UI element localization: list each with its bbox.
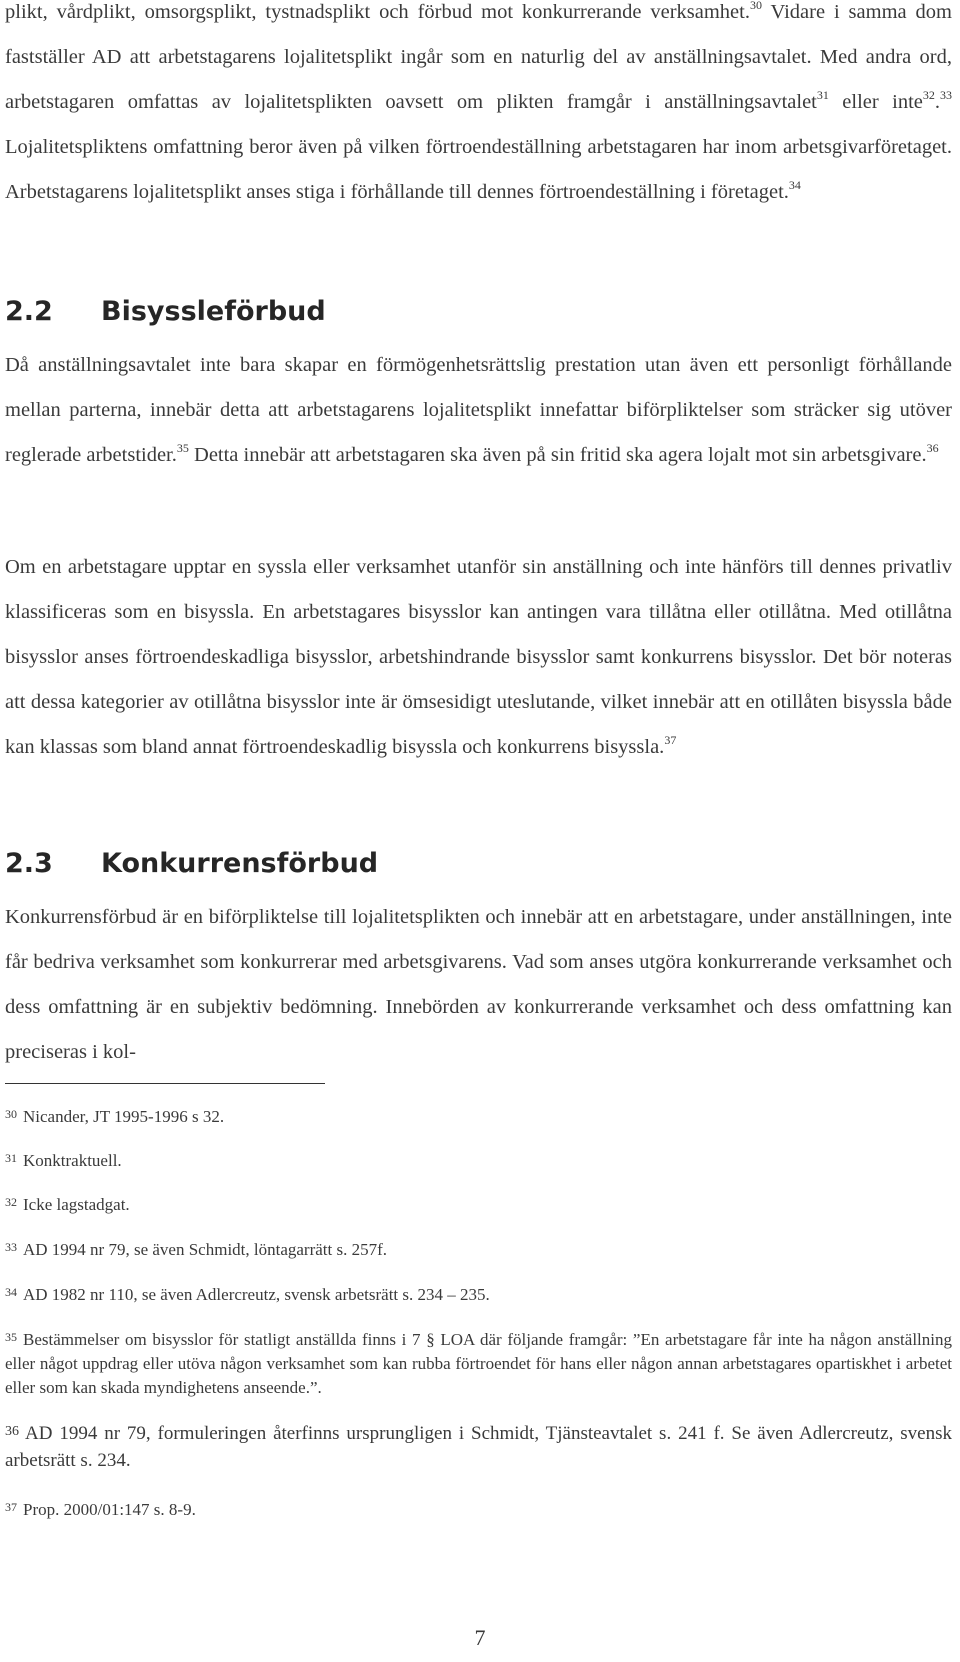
section-number: 2.2 [5, 296, 53, 327]
footnote-ref-31[interactable]: 31 [816, 88, 829, 102]
footnote-32: $^{32}$ Icke lagstadgat. [5, 1195, 130, 1214]
footnote-ref-37[interactable]: 37 [664, 733, 677, 747]
section-heading-2-2 [5, 296, 326, 327]
footnote-separator [5, 1083, 325, 1084]
footnote-37: $^{37}$ Prop. 2000/01:147 s. 8-9. [5, 1500, 196, 1519]
page-number: 7 [474, 1625, 486, 1650]
footnote-ref-34[interactable]: 34 [788, 178, 801, 192]
section-title: Konkurrensförbud [101, 848, 379, 879]
paragraph-lojalitetsplikt: plikt, vårdplikt, omsorgsplikt, tystnadsplikt och förbud mot konkurrerande verksamhet.$^{30}$ Vidare i samma dom fastställer AD att arbetstagarens lojalitetsplikt ingår som en naturlig del av anställningsavtalet. Med andra ord, arbetstagaren omfattas av lojalitetsplikten oavsett om plikten framgår i anställningsavtalet$^{31}$ eller inte$^{32}$.$^{33}$ Lojalitetspliktens omfattning beror även på vilken förtroendeställning arbetstagaren har inom arbetsgivarföretaget. Arbetstagarens lojalitetsplikt anses stiga i förhållande till dennes förtroendeställning i företaget.$^{34}$ [5, 0, 952, 203]
footnote-33: $^{33}$ AD 1994 nr 79, se även Schmidt, löntagarrätt s. 257f. [5, 1240, 388, 1259]
paragraph-bisyssleforbud: Då anställningsavtalet inte bara skapar en förmögenhetsrättslig prestation utan även ett personligt förhållande mellan parterna, innebär detta att arbetstagarens lojalitetsplikt innefattar biförpliktelser som sträcker sig utöver reglerade arbetstider.$^{35}$ Detta innebär att arbetstagaren ska även på sin fritid ska agera lojalt mot sin arbetsgivare.$^{36}$ [5, 354, 952, 466]
footnote-34: $^{34}$ AD 1982 nr 110, se även Adlercreutz, svensk arbetsrätt s. 234 – 235. [5, 1285, 490, 1304]
footnote-ref-35[interactable]: 35 [176, 441, 189, 455]
footnote-31: $^{31}$ Konktraktuell. [5, 1151, 122, 1170]
paragraph-bisysslor: Om en arbetstagare upptar en syssla eller verksamhet utanför sin anställning och inte hänförs till dennes privatliv klassificeras som en bisyssla. En arbetstagares bisysslor kan antingen vara tillåtna eller otillåtna. Med otillåtna bisysslor anses förtroendeskadliga bisysslor, arbetshindrande bisysslor samt konkurrens bisysslor. Det bör noteras att dessa kategorier av otillåtna bisysslor inte är ömsesidigt uteslutande, vilket innebär att en otillåten bisyssla både kan klassas som bland annat förtroendeskadlig bisyssla och konkurrens bisyssla.$^{37}$ [5, 556, 952, 758]
footnote-36: $^{36}$ AD 1994 nr 79, formuleringen återfinns ursprungligen i Schmidt, Tjänsteavtalet s. 241 f. Se även Adlercreutz, svensk arbetsrätt s. 234. [5, 1423, 952, 1471]
section-title: Bisyssleförbud [101, 296, 326, 327]
footnote-ref-30[interactable]: 30 [749, 0, 762, 12]
footnote-ref-33[interactable]: 33 [940, 88, 952, 102]
section-heading-2-3 [5, 848, 378, 879]
paragraph-konkurrensforbud: Konkurrensförbud är en biförpliktelse till lojalitetsplikten och innebär att en arbetstagare, under anställningen, inte får bedriva verksamhet som konkurrerar med arbetsgivarens. Vad som anses utgöra konkurrerande verksamhet och dess omfattning är en subjektiv bedömning. Innebörden av konkurrerande verksamhet och dess omfattning kan preciseras i kol- [5, 906, 952, 1063]
section-number: 2.3 [5, 848, 53, 879]
footnote-ref-36[interactable]: 36 [926, 441, 939, 455]
footnote-ref-32[interactable]: 32 [922, 88, 935, 102]
footnote-35: $^{35}$ Bestämmelser om bisysslor för statligt anställda finns i 7 § LOA där följande framgår: ”En arbetstagare får inte ha någon anställning eller något uppdrag eller utöva någon verksamhet som kan rubba förtroendet för hans eller någon annan arbetstagares opartiskhet i arbetet eller som kan skada myndighetens anseende.”. [5, 1330, 952, 1397]
footnote-30: $^{30}$ Nicander, JT 1995-1996 s 32. [5, 1107, 225, 1126]
